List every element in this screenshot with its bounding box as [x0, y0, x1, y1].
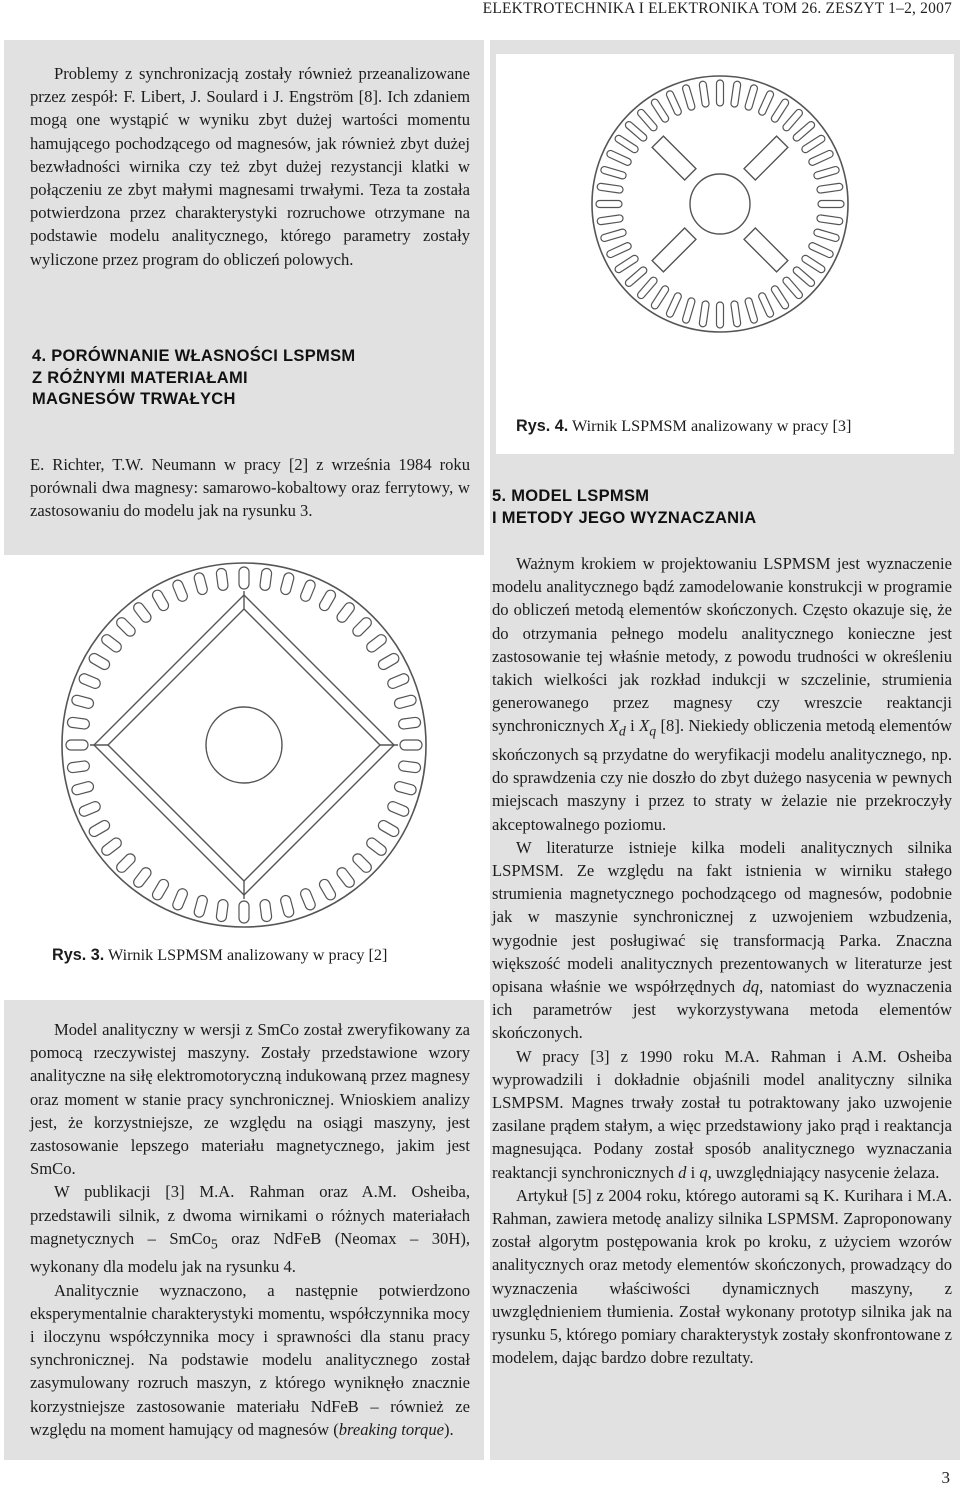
right-body-block — [492, 552, 952, 1369]
rotor-bar-slot — [818, 201, 844, 208]
rotor-bar-slot — [393, 694, 417, 709]
rotor-bar-slot — [650, 98, 670, 124]
rotor-bar-slot — [66, 740, 88, 750]
shaft-circle — [206, 707, 282, 783]
right-paragraph-1 — [492, 552, 952, 836]
rotor-bar-slot — [758, 292, 775, 319]
rotor-bar-slot — [758, 90, 775, 117]
right-paragraph-3-part-a: W pracy [3] z 1990 roku M.A. Rahman i A.M. Osheiba wyprowadzili i dokładnie objaśnili model analityczny silnika LSMPSM. Magnes trwały został tu potraktowany jako uzwojenie zasilane prądem stałym, a więc przedstawiony jako prąd i reaktancja magnesująca. Podany został sposób analitycznego wyznaczania reaktancji synchronicznych — [492, 1046, 952, 1182]
rotor-bar-slot — [318, 878, 338, 902]
rotor-bar-slot — [597, 214, 624, 225]
rotor-bar-slot — [614, 134, 640, 154]
rotor-bar-slot — [115, 616, 138, 639]
rotor-bar-slot — [770, 98, 790, 124]
right-paragraph-4: Artykuł [5] z 2004 roku, którego autorami są K. Kurihara i M.A. Rahman, zawiera metodę analizy silnika LSPMSM. Zaproponowany został algorytm postępowania krok po kroku, z użyciem wzorów analitycznych oraz metody elementów skończonych, prowadzący do wyznaczenia właściwości dynamicznych maszyny, z uwzględnieniem tłumienia. Został wykonany prototyp silnika jak na rysunku 5, którego pomiary charakterystyk zostały skonfrontowane z modelem, dając bardzo dobre rezultaty. — [492, 1185, 952, 1368]
right-paragraph-3 — [492, 1045, 952, 1184]
rotor-bar-slot — [151, 878, 171, 902]
rotor-bar-slot — [614, 254, 640, 274]
intro-paragraph: Problemy z synchronizacją zostały również przeanalizowane przez zespół: F. Libert, J. Soulard i J. Engström [8]. Ich zdaniem mogą one wystąpić w wyniku zbyt dużej wartości momentu hamującego pochodzącego od magnesów, jak również zbyt dużej bezwładności wirnika czy też zbyt dużej rezystancji klatki w połączeniu ze zbyt małymi magnesami trwałymi. Teza ta została potwierdzona przez charakterystyki rozruchowe otrzymane na podstawie modelu analitycznego, którego parametry zostały wyliczone przez program do obliczeń polowych. — [30, 64, 470, 269]
rotor-bar-slot — [193, 572, 208, 596]
rotor-bar-slot — [624, 266, 648, 288]
right-paragraph-1-xq: X — [639, 716, 650, 736]
right-column — [490, 40, 960, 1460]
rotor-bar-slot — [770, 285, 790, 311]
section-4-heading-line-2: Z RÓŻNYMI MATERIAŁAMI — [32, 368, 248, 387]
rotor-bar-slot — [398, 717, 421, 730]
rotor-bar-slot — [717, 80, 724, 106]
rotor-bar-slot — [318, 588, 338, 612]
rotor-bar-slot — [351, 852, 374, 875]
figure-3 — [4, 555, 484, 1000]
rotor-bar-slot — [100, 633, 124, 654]
left-paragraph-2-subscript: 5 — [210, 1236, 218, 1252]
rotor-bar-slot — [259, 899, 272, 922]
rotor-bar-slot — [801, 134, 827, 154]
rotor-bar-slot — [817, 183, 844, 194]
rotor-bar-slot — [808, 242, 835, 259]
section-4-paragraph-block — [30, 453, 470, 523]
rotor-bar-slot — [280, 572, 295, 596]
right-paragraph-3-d: d — [678, 1162, 687, 1182]
rotor-bar-slot — [699, 81, 710, 108]
right-paragraph-2-emphasis: dq — [742, 976, 760, 996]
left-body-block — [30, 1018, 470, 1441]
right-paragraph-2 — [492, 836, 952, 1045]
figure-3-caption-text: Wirnik LSPMSM analizowany w pracy [2] — [107, 946, 388, 964]
rotor-bar-slot — [393, 781, 417, 796]
rotor-bar-slot — [67, 717, 90, 730]
section-4-paragraph: E. Richter, T.W. Neumann w pracy [2] z września 1984 roku porównali dwa magnesy: samarowo-kobaltowy oraz ferrytowy, w zastosowaniu do modelu jak na rysunku 3. — [30, 455, 470, 521]
rotor-bar-slot — [100, 836, 124, 857]
rotor-bar-slot — [808, 149, 835, 166]
rotor-bar-slot — [335, 601, 356, 625]
rotor-bar-slot — [813, 228, 840, 242]
rotor-bar-slot — [87, 652, 111, 672]
right-paragraph-2-part-a: W literaturze istnieje kilka modeli analitycznych silnika LSPMSM. Ze względu na fakt istnienia w wirniku stałego strumienia magnetycznego pochodzącego od magnesów, podobnie jak w maszynie synchronicznej z uzwojeniem wzbudzenia, wygodnie jest posługiwać się transformacją Parka. Znaczna większość modeli analitycznych prezentowanych w literaturze jest opisana właśnie we współrzędnych — [492, 837, 952, 996]
section-5-heading-line-1: 5. MODEL LSPMSM — [492, 487, 650, 505]
rotor-bar-slot — [377, 652, 401, 672]
right-paragraph-3-part-b: , uwzględniający nasycenie żelaza. — [707, 1162, 940, 1182]
rotor-bar-slot — [132, 866, 153, 890]
rotor-bar-slot — [817, 214, 844, 225]
magnet-bar — [744, 136, 788, 180]
rotor-bar-slot — [71, 781, 95, 796]
rotor-bar-slot — [386, 800, 410, 818]
rotor-bar-slot — [636, 276, 658, 300]
left-column — [4, 40, 484, 1460]
rotor-bar-slot — [216, 568, 229, 591]
rotor-bar-slot — [71, 694, 95, 709]
right-paragraph-1-xq-subscript: q — [649, 723, 657, 739]
journal-header: ELEKTROTECHNIKA I ELEKTRONIKA TOM 26. ZESZYT 1–2, 2007 — [482, 0, 952, 17]
rotor-bar-slot — [351, 616, 374, 639]
intro-paragraph-block — [30, 62, 470, 271]
rotor-bar-slot — [193, 894, 208, 918]
right-paragraph-1-xd: X — [608, 716, 619, 736]
right-paragraph-1-part-b: [8]. Niekiedy obliczenia metodą elementów skończonych są przydatne do weryfikacji modelu analitycznego, np. do sprawdzenia czy nie doszło do zbyt dużego nasycenia w pewnych miejscach maszyny i przez to straty w żelazie nie przekroczyły akceptowalnego poziomu. — [492, 716, 952, 834]
section-4-heading-line-3: MAGNESÓW TRWAŁYCH — [32, 390, 236, 408]
left-paragraph-2 — [30, 1180, 470, 1278]
rotor-bar-slot — [792, 120, 816, 142]
rotor-bar-slot — [717, 302, 724, 328]
section-5-heading-line-2: I METODY JEGO WYZNACZANIA — [492, 508, 757, 527]
rotor-bar-slot — [597, 183, 624, 194]
figure-4-caption-label: Rys. 4. — [516, 417, 569, 435]
section-5-heading — [492, 486, 932, 529]
rotor-bar-slot — [216, 899, 229, 922]
rotor-bar-slot — [365, 633, 389, 654]
right-paragraph-1-mid: i — [625, 716, 640, 736]
left-paragraph-3 — [30, 1279, 470, 1441]
rotor-bar-slot — [624, 120, 648, 142]
section-4-heading — [32, 346, 472, 411]
left-paragraph-3-part-a: Analitycznie wyznaczono, a następnie potwierdzono eksperymentalnie charakterystyki momentu, współczynnika mocy i iloczynu współczynnika mocy i sprawności dla stanu pracy synchronicznej. Na podstawie modelu analitycznego został zasymulowany rozruch maszyn, z którego wyniknęło znacznie korzystniejsze zastosowanie materiału NdFeB – również ze względu na moment hamujący od magnesów ( — [30, 1280, 470, 1439]
rotor-bar-slot — [682, 84, 696, 111]
rotor-bar-slot — [801, 254, 827, 274]
rotor-outline — [592, 76, 848, 332]
magnet-bar — [652, 228, 696, 272]
rotor-bar-slot — [400, 740, 422, 750]
left-paragraph-1: Model analityczny w wersji z SmCo został zweryfikowany za pomocą rzeczywistej maszyny. Zostały przedstawione wzory analityczne na siłę elektromotoryczną indukowaną przez magnesy oraz moment w stanie pracy synchronicznej. Wnioskiem analizy jest, że korzystniejsze, ze względu na osiągi maszyny, jest zastosowanie lepszego materiału magnetycznego, jakim jest SmCo. — [30, 1020, 470, 1179]
rotor-bar-slot — [650, 285, 670, 311]
rotor-bar-slot — [335, 866, 356, 890]
rotor-bar-slot — [600, 228, 627, 242]
rotor-bar-slot — [636, 108, 658, 132]
magnet-bar — [652, 136, 696, 180]
rotor-bar-slot — [132, 601, 153, 625]
magnet-inner-boundary — [108, 609, 380, 881]
figure-3-caption-label: Rys. 3. — [52, 946, 105, 964]
rotor-bar-slot — [239, 901, 249, 923]
rotor-bar-slot — [606, 149, 633, 166]
rotor-outline — [62, 563, 426, 927]
figure-4-rotor-drawing — [496, 54, 954, 354]
right-paragraph-3-q: q — [699, 1162, 708, 1182]
left-paragraph-3-emphasis: breaking torque — [338, 1419, 444, 1439]
rotor-bar-slot — [792, 266, 816, 288]
rotor-bar-slot — [365, 836, 389, 857]
rotor-bar-slot — [398, 760, 421, 773]
shaft-circle — [690, 174, 750, 234]
rotor-bar-slot — [299, 579, 317, 603]
rotor-bar-slot — [280, 894, 295, 918]
rotor-bar-slot — [596, 201, 622, 208]
rotor-bar-slot — [87, 819, 111, 839]
rotor-bar-slot — [600, 166, 627, 180]
rotor-bar-slot — [151, 588, 171, 612]
rotor-bar-slot — [813, 166, 840, 180]
figure-4-caption — [516, 416, 946, 436]
rotor-bar-slot — [78, 672, 102, 690]
rotor-bar-slot — [386, 672, 410, 690]
rotor-bar-slot — [730, 301, 741, 328]
rotor-bar-slot — [67, 760, 90, 773]
rotor-bar-slot — [171, 887, 189, 911]
rotor-bar-slot — [682, 297, 696, 324]
right-paragraph-1-xd-subscript: d — [618, 723, 626, 739]
left-paragraph-2-part-b: oraz NdFeB (Neomax – 30H), wykonany dla modelu jak na rysunku 4. — [30, 1228, 471, 1277]
right-paragraph-1-part-a: Ważnym krokiem w projektowaniu LSPMSM jest wyznaczenie modelu analitycznego bądź zamodelowanie konstrukcji w programie do obliczeń metodą elementów skończonych. Często okazuje się, że do otrzymania pełnego modelu analitycznego konieczne jest zastosowanie tej właśnie metody, z powodu trudności w określeniu takich wielkości jak rozkład indukcji w szczelinie, strumienia generowanego przez magnesy czy wreszcie reaktancji synchronicznych — [492, 554, 952, 736]
rotor-bar-slot — [665, 292, 682, 319]
figure-4 — [496, 54, 954, 454]
rotor-bar-slot — [744, 84, 758, 111]
section-4-heading-line-1: 4. PORÓWNANIE WŁASNOŚCI LSPMSM — [32, 347, 356, 365]
rotor-bar-slot — [171, 579, 189, 603]
figure-3-rotor-drawing — [4, 555, 484, 935]
right-paragraph-3-mid: i — [686, 1162, 700, 1182]
rotor-bar-slot — [78, 800, 102, 818]
left-paragraph-2-part-a: W publikacji [3] M.A. Rahman oraz A.M. Osheiba, przedstawili silnik, z dwoma wirnikami o różnych materiałach magnetycznych – SmCo — [30, 1182, 470, 1248]
rotor-bar-slot — [377, 819, 401, 839]
rotor-bar-slot — [699, 301, 710, 328]
figure-4-caption-text: Wirnik LSPMSM analizowany w pracy [3] — [571, 417, 852, 435]
right-paragraph-2-part-b: , natomiast do wyznaczenia ich parametrów jest wykorzystywana metoda elementów skończonych. — [492, 976, 952, 1043]
magnet-bar — [744, 228, 788, 272]
rotor-bar-slot — [665, 90, 682, 117]
rotor-bar-slot — [744, 297, 758, 324]
rotor-bar-slot — [782, 108, 804, 132]
left-paragraph-3-part-b: ). — [443, 1419, 454, 1439]
magnet-outer-boundary — [94, 595, 394, 895]
rotor-bar-slot — [299, 887, 317, 911]
rotor-bar-slot — [259, 568, 272, 591]
rotor-bar-slot — [782, 276, 804, 300]
rotor-bar-slot — [730, 81, 741, 108]
rotor-bar-slot — [239, 567, 249, 589]
page-number: 3 — [941, 1468, 950, 1487]
rotor-bar-slot — [115, 852, 138, 875]
rotor-bar-slot — [606, 242, 633, 259]
figure-3-caption — [52, 945, 472, 965]
